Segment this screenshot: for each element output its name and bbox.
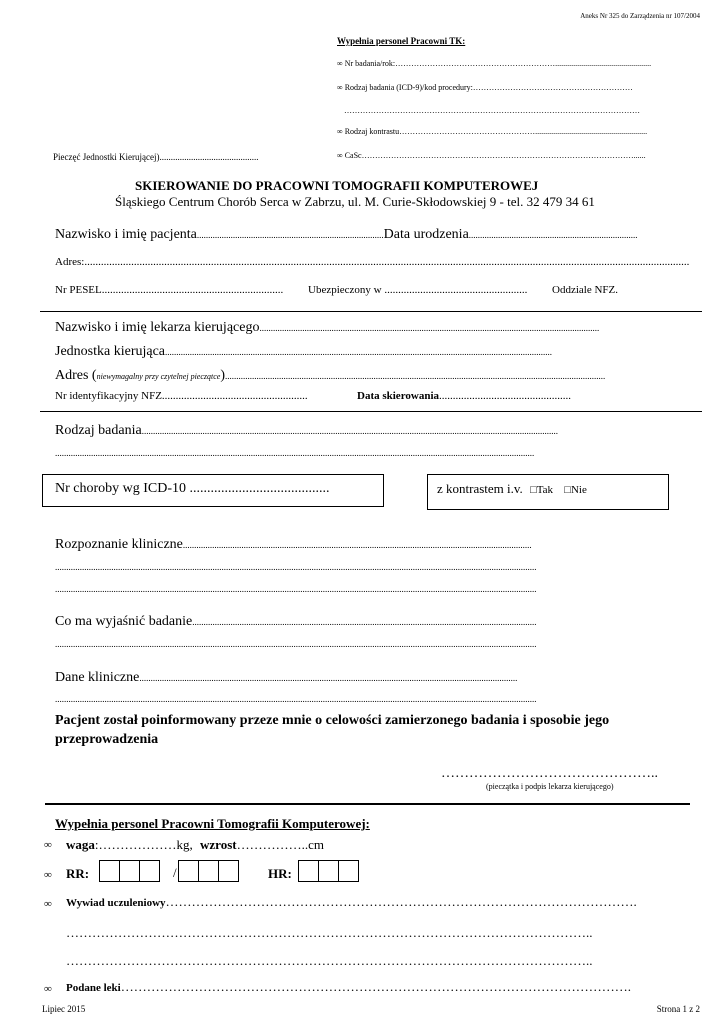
bullet-icon: ∞ — [44, 898, 52, 910]
digit-box[interactable] — [99, 860, 120, 882]
clinical-data-row — [55, 668, 711, 686]
document-subtitle: Śląskiego Centrum Chorób Serca w Zabrzu, ul. M. Curie-Skłodowskiej 9 - tel. 32 479 34 61 — [115, 194, 595, 209]
height-field[interactable]: ……………..cm — [236, 837, 324, 852]
footer-date: Lipiec 2015 — [42, 1004, 86, 1014]
doctor-address-note: niewymagalny przy czytelnej pieczątce — [96, 372, 221, 381]
icd10-field: Nr choroby wg ICD-10 ........................................ — [55, 481, 330, 496]
tk-field-exam-type[interactable]: ∞ Rodzaj badania (ICD-9)/kod procedury:…………………………………………………… — [337, 83, 633, 92]
exam-type-label: Rodzaj badania — [55, 423, 142, 438]
contrast-box — [427, 474, 669, 510]
rr-label: RR: — [66, 866, 90, 881]
allergy-history-field-line2[interactable]: ………………………………………………………………………………………………………….. — [66, 925, 593, 940]
patient-name-field[interactable]: ................................................................................... — [196, 230, 384, 240]
patient-name-row — [55, 225, 711, 243]
administered-drugs-label: Podane leki — [66, 982, 121, 994]
doctor-address-row: Adres (niewymagalny przy czytelnej pieczątce)......................................................................................................................................................................... — [55, 368, 606, 383]
bullet-icon: ∞ — [337, 83, 343, 92]
rr-separator: / — [173, 865, 177, 880]
section-divider — [40, 311, 702, 312]
explain-field[interactable]: ......................................................................................................................................................... — [192, 617, 537, 627]
hr-label: HR: — [268, 866, 292, 881]
allergy-history-field[interactable]: ………………………………………………………………………………………………. — [165, 894, 637, 909]
clinical-data-field[interactable]: ........................................................................................................................................................................ — [139, 673, 518, 683]
insured-field[interactable]: Ubezpieczony w .................................................... — [308, 284, 528, 296]
rr-systolic-boxes[interactable] — [99, 860, 159, 882]
bullet-icon: ∞ — [44, 983, 52, 995]
digit-box[interactable] — [119, 860, 140, 882]
section-divider — [40, 411, 702, 412]
contrast-no-checkbox[interactable]: □Nie — [564, 484, 587, 496]
weight-height-row — [66, 837, 324, 853]
signature-caption: (pieczątka i podpis lekarza kierującego) — [486, 782, 614, 791]
birth-date-field[interactable]: ........................................................................... — [468, 230, 638, 240]
weight-field[interactable]: :………………kg, — [94, 837, 193, 852]
digit-box[interactable] — [298, 860, 319, 882]
bullet-icon: ∞ — [44, 839, 52, 851]
diagnosis-field-line2[interactable]: ...................................................................................................................................................................................................................... — [55, 562, 537, 572]
doctor-address-label: Adres ( — [55, 368, 97, 383]
patient-name-label: Nazwisko i imię pacjenta — [55, 227, 197, 242]
patient-address-field[interactable]: Adres:............................................................................................................................................................................................................................ — [55, 256, 690, 268]
digit-box[interactable] — [218, 860, 239, 882]
rr-diastolic-boxes[interactable] — [178, 860, 238, 882]
unit-stamp-label: Pieczęć Jednostki Kierującej)............................................ — [53, 152, 259, 162]
annex-note: Aneks Nr 325 do Zarządzenia nr 107/2004 — [580, 12, 700, 20]
referring-unit-row — [55, 342, 711, 360]
staff-section-title: Wypełnia personel Pracowni Tomografii Komputerowej: — [55, 816, 370, 831]
diagnosis-field-line3[interactable]: ...................................................................................................................................................................................................................... — [55, 584, 537, 594]
bullet-icon: ∞ — [44, 869, 52, 881]
referring-unit-field[interactable]: ............................................................................................................................................................................ — [165, 347, 553, 357]
weight-label: waga — [66, 837, 95, 852]
clinical-data-label: Dane kliniczne — [55, 670, 140, 685]
staff-section-divider — [45, 803, 690, 805]
bullet-icon: ∞ — [337, 127, 343, 136]
consent-text-line1: Pacjent został poinformowany przeze mnie o celowości zamierzonego badania i sposobie jego — [55, 713, 610, 728]
doctor-name-field[interactable]: ....................................................................................................................................................... — [259, 323, 600, 333]
explain-label: Co ma wyjaśnić badanie — [55, 614, 193, 629]
digit-box[interactable] — [139, 860, 160, 882]
birth-date-label: Data urodzenia — [383, 227, 469, 242]
tk-section-title: Wypełnia personel Pracowni TK: — [337, 36, 466, 46]
diagnosis-field[interactable]: ........................................................................................................................................................... — [182, 540, 532, 550]
tk-field-exam-number[interactable]: ∞ Nr badania/rok:……………………………………………………................................................ — [337, 59, 652, 68]
height-label: wzrost — [200, 837, 237, 852]
clinical-data-field-line2[interactable]: ...................................................................................................................................................................................................................... — [55, 694, 537, 704]
contrast-row — [437, 481, 587, 497]
hr-boxes[interactable] — [298, 860, 358, 882]
icd10-box[interactable] — [42, 474, 384, 507]
contrast-yes-checkbox[interactable]: □Tak — [530, 484, 554, 496]
consent-text-line2: przeprowadzenia — [55, 732, 159, 747]
diagnosis-row — [55, 535, 711, 553]
explain-row — [55, 612, 711, 630]
referral-date-row — [357, 390, 571, 402]
exam-type-field-line2[interactable]: ..................................................................................................................................................................................................................... — [55, 448, 535, 458]
referral-date-field[interactable]: ................................................ — [439, 390, 571, 402]
bullet-icon: ∞ — [337, 59, 343, 68]
exam-type-row — [55, 421, 711, 439]
digit-box[interactable] — [178, 860, 199, 882]
referral-date-label: Data skierowania — [357, 390, 439, 402]
tk-field-exam-type-continued[interactable]: ………………………………………………………………………………………………… — [344, 106, 640, 115]
allergy-history-row — [66, 894, 711, 910]
allergy-history-field-line3[interactable]: ………………………………………………………………………………………………………….. — [66, 953, 593, 968]
digit-box[interactable] — [338, 860, 359, 882]
document-title: SKIEROWANIE DO PRACOWNI TOMOGRAFII KOMPUTEROWEJ — [135, 178, 539, 193]
allergy-history-label: Wywiad uczuleniowy — [66, 897, 166, 909]
exam-type-field[interactable]: ......................................................................................................................................................................................... — [141, 426, 558, 436]
doctor-name-row — [55, 318, 711, 336]
bullet-icon: ∞ — [337, 151, 343, 160]
contrast-label: z kontrastem i.v. — [437, 481, 523, 496]
administered-drugs-row — [66, 979, 711, 995]
digit-box[interactable] — [318, 860, 339, 882]
doctor-name-label: Nazwisko i imię lekarza kierującego — [55, 320, 260, 335]
signature-field[interactable]: ……………………………………….. — [441, 766, 658, 781]
footer-page-number: Strona 1 z 2 — [656, 1004, 700, 1014]
explain-field-line2[interactable]: ...................................................................................................................................................................................................................... — [55, 639, 537, 649]
diagnosis-label: Rozpoznanie kliniczne — [55, 537, 183, 552]
doctor-address-field[interactable]: ......................................................................................................................................................................... — [225, 371, 606, 381]
pesel-field[interactable]: Nr PESEL.................................................................. — [55, 284, 284, 296]
administered-drugs-field[interactable]: ………………………………………………………………………………………………………. — [120, 979, 631, 994]
referring-unit-label: Jednostka kierująca — [55, 344, 166, 359]
tk-field-casc[interactable]: ∞ CaSc…………………………………………………………………………………………...... — [337, 151, 646, 160]
nfz-id-field[interactable]: Nr identyfikacyjny NFZ..................................................... — [55, 390, 308, 402]
tk-field-contrast-type[interactable]: ∞ Rodzaj kontrastu……………………………………………........................................................ — [337, 127, 648, 136]
digit-box[interactable] — [198, 860, 219, 882]
nfz-branch-label: Oddziale NFZ. — [552, 284, 618, 296]
